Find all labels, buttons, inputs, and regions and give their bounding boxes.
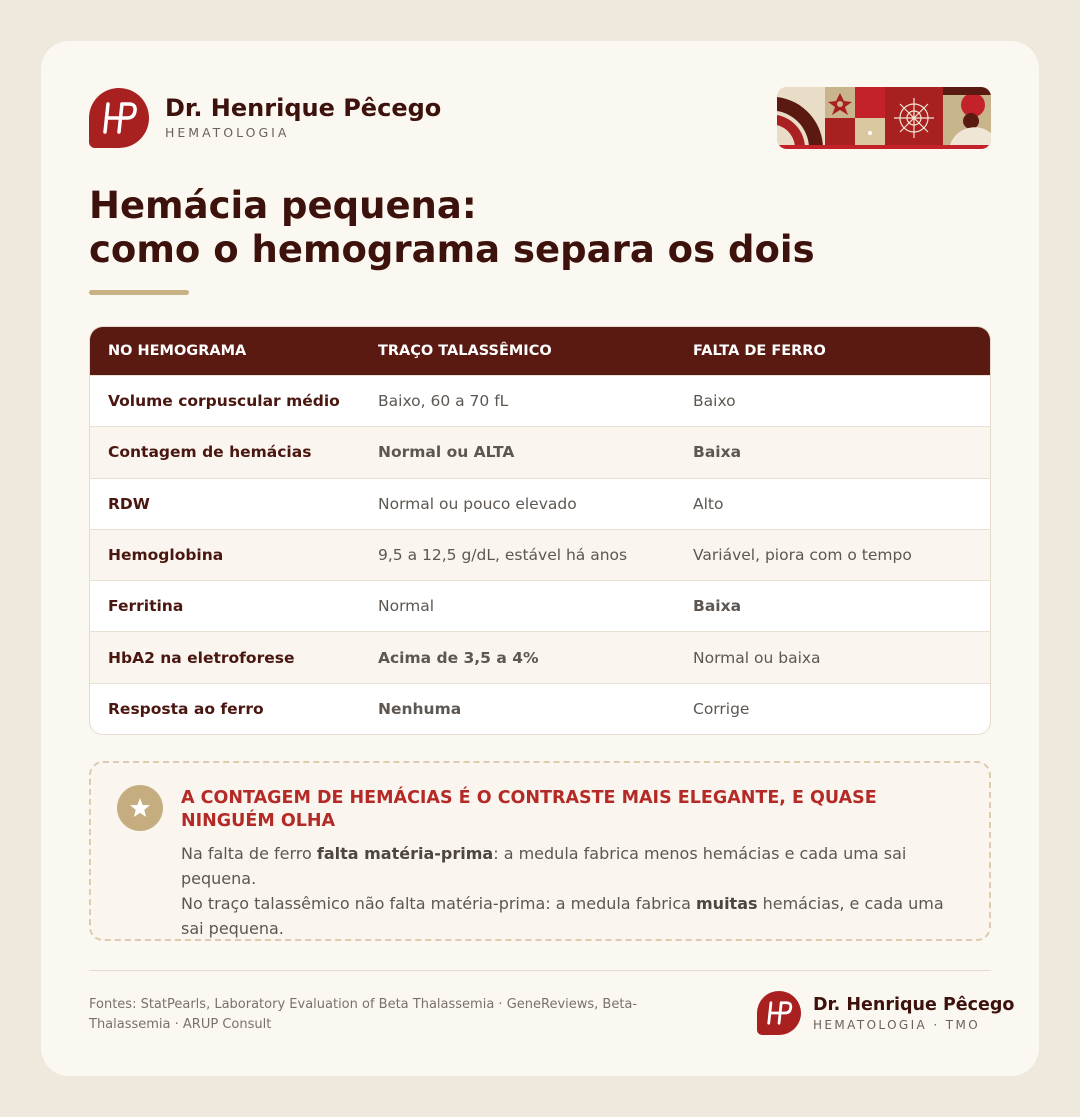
sources-text: Fontes: StatPearls, Laboratory Evaluation of Beta Thalassemia · GeneReviews, Beta-Thalassemia · ARUP Consult: [89, 997, 638, 1032]
doctor-name: Dr. Henrique Pêcego: [165, 94, 442, 122]
table-row: [90, 683, 990, 734]
infographic-card: [41, 41, 1039, 1076]
comparison-table: [89, 326, 991, 735]
row-label: Hemoglobina: [108, 546, 224, 565]
callout-text: No traço talassêmico não falta matéria-prima: a medula fabrica: [181, 894, 696, 913]
row-label: HbA2 na eletroforese: [108, 648, 295, 667]
footer-divider: [89, 970, 991, 971]
row-label: RDW: [108, 494, 150, 513]
table-row: [90, 529, 990, 580]
cell-thal: Normal ou pouco elevado: [378, 494, 577, 513]
table-row: [90, 375, 990, 426]
cell-iron: Corrige: [693, 699, 750, 718]
title-line-1: Hemácia pequena:: [89, 184, 477, 227]
cell-iron: Normal ou baixa: [693, 648, 821, 667]
cell-iron: Variável, piora com o tempo: [693, 546, 912, 565]
page-title: [89, 184, 815, 272]
hp-logo-icon: [757, 991, 801, 1035]
table-row: [90, 426, 990, 477]
cell-thal: Baixo, 60 a 70 fL: [378, 392, 509, 411]
header-traco-talassemico: TRAÇO TALASSÊMICO: [378, 343, 552, 359]
cell-thal: Acima de 3,5 a 4%: [378, 648, 539, 667]
cell-iron: Baixo: [693, 392, 736, 411]
footer-doctor-name: Dr. Henrique Pêcego: [813, 994, 1015, 1015]
callout-text: Na falta de ferro: [181, 844, 317, 863]
title-line-2: como o hemograma separa os dois: [89, 228, 815, 271]
table-row: [90, 478, 990, 529]
row-label: Resposta ao ferro: [108, 699, 264, 718]
callout-emphasis: muitas: [696, 894, 758, 913]
row-label: Ferritina: [108, 597, 184, 616]
cell-iron: Baixa: [693, 443, 742, 462]
decorative-banner: [777, 87, 991, 149]
cell-iron: Baixa: [693, 597, 742, 616]
footer-brand: [757, 991, 1014, 1035]
header-brand: [89, 88, 441, 148]
hp-logo-icon: [89, 88, 149, 148]
cell-thal: 9,5 a 12,5 g/dL, estável há anos: [378, 546, 628, 565]
cell-thal: Nenhuma: [378, 699, 462, 718]
footer-specialty: HEMATOLOGIA · TMO: [813, 1017, 981, 1032]
table-header: [90, 327, 990, 375]
callout-body: [181, 841, 971, 941]
table-row: [90, 631, 990, 682]
cell-thal: Normal ou ALTA: [378, 443, 515, 462]
star-icon: [117, 785, 163, 831]
callout-text: : a medula fabrica menos hemácias e cada uma sai pequena.: [181, 844, 907, 888]
cell-iron: Alto: [693, 494, 724, 513]
cell-thal: Normal: [378, 597, 435, 616]
header-hemograma: NO HEMOGRAMA: [108, 343, 247, 359]
callout-title: A CONTAGEM DE HEMÁCIAS É O CONTRASTE MAIS ELEGANTE, E QUASE NINGUÉM OLHA: [181, 788, 877, 831]
row-label: Contagem de hemácias: [108, 443, 312, 462]
callout-emphasis: falta matéria-prima: [316, 844, 494, 863]
header-falta-de-ferro: FALTA DE FERRO: [693, 343, 826, 359]
callout-box: [89, 761, 991, 941]
callout-text: hemácias, e cada uma sai pequena.: [181, 894, 944, 938]
specialty-label: HEMATOLOGIA: [165, 125, 290, 140]
title-underline: [89, 290, 189, 295]
row-label: Volume corpuscular médio: [108, 392, 340, 411]
table-row: [90, 580, 990, 631]
